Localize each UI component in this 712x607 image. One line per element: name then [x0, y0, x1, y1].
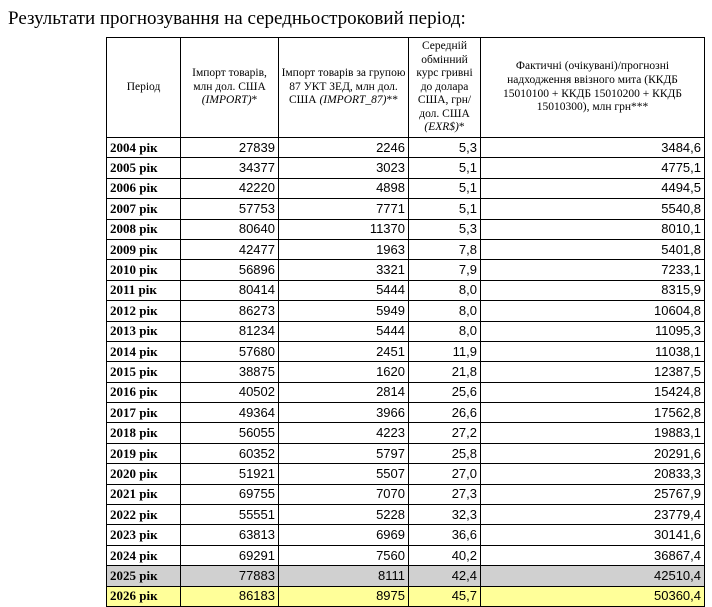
- table-row: [107, 341, 705, 361]
- import-87-cell: 5444: [279, 280, 409, 300]
- import-87-cell: 1963: [279, 239, 409, 259]
- exchange-rate-cell: 32,3: [409, 505, 481, 525]
- table-row: [107, 301, 705, 321]
- period-cell: 2022 рік: [107, 505, 181, 525]
- table-row: [107, 158, 705, 178]
- import-87-cell: 11370: [279, 219, 409, 239]
- header-import-total-mark: *: [251, 94, 258, 107]
- page-heading: Результати прогнозування на середньостроковий період:: [8, 8, 466, 29]
- import-87-cell: 5444: [279, 321, 409, 341]
- import-total-cell: 27839: [181, 138, 279, 158]
- period-cell: 2026 рік: [107, 586, 181, 606]
- import-duty-cell: 7233,1: [481, 260, 705, 280]
- period-cell: 2008 рік: [107, 219, 181, 239]
- import-87-cell: 6969: [279, 525, 409, 545]
- table-body: [107, 138, 705, 607]
- exchange-rate-cell: 40,2: [409, 545, 481, 565]
- period-cell: 2015 рік: [107, 362, 181, 382]
- header-import-87-mark: **: [386, 94, 399, 107]
- exchange-rate-cell: 8,0: [409, 280, 481, 300]
- import-87-cell: 4898: [279, 178, 409, 198]
- import-duty-cell: 20833,3: [481, 464, 705, 484]
- header-exchange-rate-var: (EXR$): [424, 121, 459, 134]
- import-duty-cell: 5540,8: [481, 199, 705, 219]
- import-duty-cell: 5401,8: [481, 239, 705, 259]
- table-row: [107, 138, 705, 158]
- import-duty-cell: 17562,8: [481, 403, 705, 423]
- import-total-cell: 57753: [181, 199, 279, 219]
- exchange-rate-cell: 5,3: [409, 219, 481, 239]
- period-cell: 2020 рік: [107, 464, 181, 484]
- import-duty-cell: 20291,6: [481, 443, 705, 463]
- header-import-87-text: Імпорт товарів за групою 87 УКТ ЗЕД, млн дол. США: [281, 67, 406, 107]
- import-87-cell: 7771: [279, 199, 409, 219]
- import-duty-cell: 4494,5: [481, 178, 705, 198]
- import-87-cell: 7560: [279, 545, 409, 565]
- import-total-cell: 81234: [181, 321, 279, 341]
- table-row: [107, 239, 705, 259]
- period-cell: 2009 рік: [107, 239, 181, 259]
- period-cell: 2014 рік: [107, 341, 181, 361]
- table-row: [107, 443, 705, 463]
- import-total-cell: 80414: [181, 280, 279, 300]
- header-import-duty: Фактичні (очікувані)/прогнозні надходження ввізного мита (ККДБ 15010100 + ККДБ 15010200 + ККДБ 15010300), млн грн***: [481, 38, 705, 138]
- import-total-cell: 69291: [181, 545, 279, 565]
- import-total-cell: 77883: [181, 566, 279, 586]
- period-cell: 2006 рік: [107, 178, 181, 198]
- table-row: [107, 362, 705, 382]
- import-87-cell: 5507: [279, 464, 409, 484]
- table-row: [107, 260, 705, 280]
- import-total-cell: 69755: [181, 484, 279, 504]
- table-row: [107, 219, 705, 239]
- header-import-87-var: (IMPORT_87): [319, 94, 387, 107]
- period-cell: 2010 рік: [107, 260, 181, 280]
- period-cell: 2023 рік: [107, 525, 181, 545]
- import-duty-cell: 36867,4: [481, 545, 705, 565]
- import-total-cell: 60352: [181, 443, 279, 463]
- exchange-rate-cell: 42,4: [409, 566, 481, 586]
- header-import-87: [279, 38, 409, 138]
- import-total-cell: 86183: [181, 586, 279, 606]
- import-total-cell: 51921: [181, 464, 279, 484]
- import-duty-cell: 11038,1: [481, 341, 705, 361]
- import-87-cell: 5228: [279, 505, 409, 525]
- import-duty-cell: 12387,5: [481, 362, 705, 382]
- import-87-cell: 3966: [279, 403, 409, 423]
- import-duty-cell: 15424,8: [481, 382, 705, 402]
- table-row: [107, 586, 705, 606]
- table-row: [107, 199, 705, 219]
- import-duty-cell: 23779,4: [481, 505, 705, 525]
- import-87-cell: 3321: [279, 260, 409, 280]
- import-duty-cell: 10604,8: [481, 301, 705, 321]
- exchange-rate-cell: 8,0: [409, 321, 481, 341]
- period-cell: 2007 рік: [107, 199, 181, 219]
- import-total-cell: 63813: [181, 525, 279, 545]
- period-cell: 2005 рік: [107, 158, 181, 178]
- header-import-total-var: (IMPORT): [201, 94, 252, 107]
- exchange-rate-cell: 27,3: [409, 484, 481, 504]
- exchange-rate-cell: 8,0: [409, 301, 481, 321]
- import-duty-cell: 25767,9: [481, 484, 705, 504]
- import-total-cell: 40502: [181, 382, 279, 402]
- forecast-table: [106, 37, 705, 607]
- exchange-rate-cell: 7,8: [409, 239, 481, 259]
- table-row: [107, 178, 705, 198]
- header-exchange-rate-mark: *: [458, 121, 465, 134]
- import-87-cell: 2814: [279, 382, 409, 402]
- period-cell: 2016 рік: [107, 382, 181, 402]
- table-row: [107, 545, 705, 565]
- header-import-total-text: Імпорт товарів, млн дол. США: [192, 67, 267, 93]
- exchange-rate-cell: 5,3: [409, 138, 481, 158]
- import-87-cell: 8111: [279, 566, 409, 586]
- import-87-cell: 1620: [279, 362, 409, 382]
- period-cell: 2012 рік: [107, 301, 181, 321]
- period-cell: 2011 рік: [107, 280, 181, 300]
- import-total-cell: 42477: [181, 239, 279, 259]
- exchange-rate-cell: 45,7: [409, 586, 481, 606]
- exchange-rate-cell: 27,0: [409, 464, 481, 484]
- exchange-rate-cell: 7,9: [409, 260, 481, 280]
- period-cell: 2004 рік: [107, 138, 181, 158]
- table-row: [107, 403, 705, 423]
- import-duty-cell: 8010,1: [481, 219, 705, 239]
- exchange-rate-cell: 26,6: [409, 403, 481, 423]
- import-87-cell: 2246: [279, 138, 409, 158]
- import-duty-cell: 30141,6: [481, 525, 705, 545]
- table-row: [107, 280, 705, 300]
- header-import-total: [181, 38, 279, 138]
- table-header-row: [107, 38, 705, 138]
- import-total-cell: 38875: [181, 362, 279, 382]
- import-total-cell: 42220: [181, 178, 279, 198]
- import-duty-cell: 8315,9: [481, 280, 705, 300]
- exchange-rate-cell: 25,8: [409, 443, 481, 463]
- import-total-cell: 34377: [181, 158, 279, 178]
- import-87-cell: 4223: [279, 423, 409, 443]
- import-87-cell: 8975: [279, 586, 409, 606]
- import-total-cell: 56055: [181, 423, 279, 443]
- import-total-cell: 56896: [181, 260, 279, 280]
- table-row: [107, 566, 705, 586]
- import-total-cell: 57680: [181, 341, 279, 361]
- import-duty-cell: 19883,1: [481, 423, 705, 443]
- import-87-cell: 2451: [279, 341, 409, 361]
- import-duty-cell: 50360,4: [481, 586, 705, 606]
- import-87-cell: 7070: [279, 484, 409, 504]
- exchange-rate-cell: 36,6: [409, 525, 481, 545]
- import-duty-cell: 42510,4: [481, 566, 705, 586]
- exchange-rate-cell: 21,8: [409, 362, 481, 382]
- period-cell: 2017 рік: [107, 403, 181, 423]
- exchange-rate-cell: 5,1: [409, 178, 481, 198]
- exchange-rate-cell: 5,1: [409, 158, 481, 178]
- exchange-rate-cell: 5,1: [409, 199, 481, 219]
- period-cell: 2013 рік: [107, 321, 181, 341]
- import-87-cell: 5797: [279, 443, 409, 463]
- exchange-rate-cell: 25,6: [409, 382, 481, 402]
- header-exchange-rate: [409, 38, 481, 138]
- period-cell: 2018 рік: [107, 423, 181, 443]
- table-row: [107, 382, 705, 402]
- import-duty-cell: 4775,1: [481, 158, 705, 178]
- import-duty-cell: 11095,3: [481, 321, 705, 341]
- exchange-rate-cell: 27,2: [409, 423, 481, 443]
- header-exchange-rate-text: Середній обмінний курс гривні до долара США, грн/дол. США: [416, 39, 473, 120]
- period-cell: 2025 рік: [107, 566, 181, 586]
- import-87-cell: 3023: [279, 158, 409, 178]
- table-row: [107, 423, 705, 443]
- period-cell: 2019 рік: [107, 443, 181, 463]
- header-period: Період: [107, 38, 181, 138]
- import-total-cell: 86273: [181, 301, 279, 321]
- table-row: [107, 464, 705, 484]
- table-row: [107, 484, 705, 504]
- import-duty-cell: 3484,6: [481, 138, 705, 158]
- period-cell: 2024 рік: [107, 545, 181, 565]
- import-total-cell: 49364: [181, 403, 279, 423]
- import-total-cell: 55551: [181, 505, 279, 525]
- period-cell: 2021 рік: [107, 484, 181, 504]
- import-87-cell: 5949: [279, 301, 409, 321]
- table-row: [107, 321, 705, 341]
- exchange-rate-cell: 11,9: [409, 341, 481, 361]
- table-row: [107, 525, 705, 545]
- table-row: [107, 505, 705, 525]
- import-total-cell: 80640: [181, 219, 279, 239]
